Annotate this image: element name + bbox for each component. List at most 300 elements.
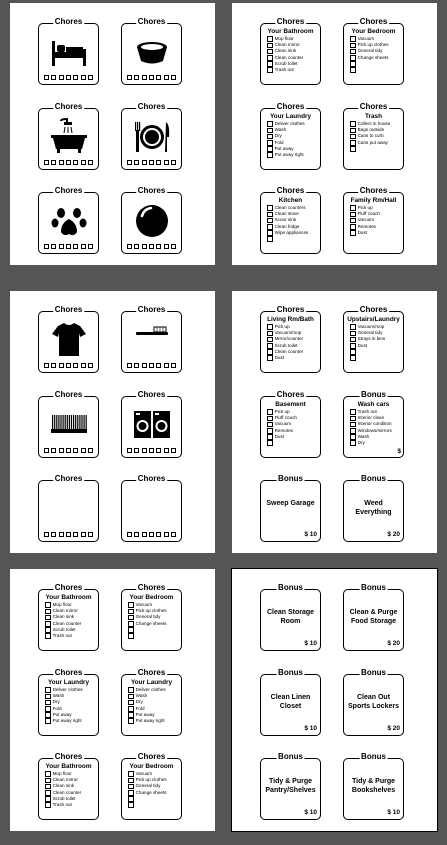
task-item[interactable] bbox=[350, 67, 401, 73]
task-item[interactable]: Clean sink bbox=[267, 48, 318, 54]
task-item[interactable]: Strays in bins bbox=[350, 336, 401, 342]
task-item[interactable]: Interior condition bbox=[350, 421, 401, 427]
day-checkbox[interactable] bbox=[142, 75, 147, 80]
task-item[interactable] bbox=[128, 802, 179, 808]
card-title: Chores bbox=[54, 17, 83, 26]
bonus-price: $ 10 bbox=[304, 531, 317, 538]
task-item[interactable] bbox=[128, 633, 179, 639]
task-item[interactable]: Remotes bbox=[350, 224, 401, 230]
card-subtitle: Your Bathroom bbox=[45, 594, 92, 601]
task-item[interactable]: Change sheets bbox=[128, 621, 179, 627]
task-list bbox=[45, 602, 96, 639]
card-subtitle: Upstairs/Laundry bbox=[347, 316, 400, 323]
day-checkbox[interactable] bbox=[66, 532, 71, 537]
day-checkbox[interactable] bbox=[149, 363, 154, 368]
day-checkbox[interactable] bbox=[59, 160, 64, 165]
bonus-task: Tidy & Purge Bookshelves bbox=[351, 778, 396, 794]
task-item[interactable]: Dust bbox=[267, 355, 318, 361]
task-item[interactable]: General tidy bbox=[350, 330, 401, 336]
day-checkboxes bbox=[44, 160, 93, 165]
plate-utensils-icon bbox=[132, 117, 172, 157]
task-item[interactable]: Trash out bbox=[45, 633, 96, 639]
task-item[interactable]: Remotes bbox=[267, 428, 318, 434]
day-checkbox[interactable] bbox=[156, 75, 161, 80]
task-item[interactable]: Clean counter bbox=[267, 349, 318, 355]
task-item[interactable]: Vacuum bbox=[128, 771, 179, 777]
bonus-task: Clean Storage Room bbox=[266, 609, 315, 625]
card-subtitle: Trash bbox=[364, 113, 383, 120]
day-checkbox[interactable] bbox=[51, 160, 56, 165]
day-checkbox[interactable] bbox=[127, 448, 132, 453]
task-item[interactable]: Scour sink bbox=[267, 217, 318, 223]
card-subtitle: Kitchen bbox=[278, 197, 303, 204]
bonus-price: $ 10 bbox=[304, 809, 317, 816]
day-checkbox[interactable] bbox=[81, 363, 86, 368]
task-item[interactable]: Wash bbox=[267, 127, 318, 133]
task-item[interactable]: Vacuum bbox=[128, 602, 179, 608]
chore-card bbox=[121, 668, 182, 736]
card-title: Chores bbox=[276, 390, 305, 399]
chore-card bbox=[260, 668, 321, 736]
card-title: Bonus bbox=[361, 668, 386, 677]
day-checkbox[interactable] bbox=[171, 532, 176, 537]
day-checkbox[interactable] bbox=[51, 244, 56, 249]
day-checkbox[interactable] bbox=[81, 532, 86, 537]
bonus-task: Sweep Garage bbox=[266, 500, 315, 507]
chore-card bbox=[343, 305, 404, 373]
day-checkbox[interactable] bbox=[44, 75, 49, 80]
pet-bowl-icon bbox=[132, 32, 172, 72]
day-checkbox[interactable] bbox=[66, 363, 71, 368]
card-subtitle: Your Bedroom bbox=[129, 594, 174, 601]
task-item[interactable]: Vacuum bbox=[350, 217, 401, 223]
day-checkbox[interactable] bbox=[73, 448, 78, 453]
task-item[interactable]: Dry bbox=[45, 699, 96, 705]
card-subtitle: Your Bedroom bbox=[351, 28, 396, 35]
chore-card bbox=[260, 102, 321, 170]
task-item[interactable] bbox=[267, 236, 318, 242]
washer-dryer-icon bbox=[132, 405, 172, 445]
task-item[interactable] bbox=[267, 440, 318, 446]
day-checkbox[interactable] bbox=[156, 363, 161, 368]
day-checkbox[interactable] bbox=[127, 160, 132, 165]
task-item[interactable]: General tidy bbox=[128, 614, 179, 620]
task-item[interactable]: Put away bbox=[128, 712, 179, 718]
day-checkbox[interactable] bbox=[59, 363, 64, 368]
task-item[interactable]: Pick up clothes bbox=[128, 777, 179, 783]
day-checkbox[interactable] bbox=[66, 75, 71, 80]
task-list bbox=[350, 36, 401, 73]
day-checkbox[interactable] bbox=[142, 448, 147, 453]
task-item[interactable]: Trash out bbox=[350, 409, 401, 415]
task-item[interactable]: Vacuum bbox=[267, 421, 318, 427]
day-checkbox[interactable] bbox=[171, 363, 176, 368]
task-item[interactable] bbox=[350, 355, 401, 361]
day-checkbox[interactable] bbox=[73, 244, 78, 249]
chore-sheet bbox=[10, 569, 215, 831]
task-item[interactable]: Put away right bbox=[267, 152, 318, 158]
task-item[interactable]: Mop floor bbox=[45, 771, 96, 777]
card-title: Chores bbox=[137, 102, 166, 111]
chore-card bbox=[260, 17, 321, 85]
task-item[interactable]: Fold bbox=[45, 706, 96, 712]
task-item[interactable]: Dry bbox=[350, 440, 401, 446]
day-checkbox[interactable] bbox=[66, 448, 71, 453]
card-subtitle: Your Laundry bbox=[269, 113, 312, 120]
card-title: Bonus bbox=[278, 474, 303, 483]
day-checkbox[interactable] bbox=[73, 532, 78, 537]
task-item[interactable]: Mop floor bbox=[267, 36, 318, 42]
bonus-price: $ 20 bbox=[387, 725, 400, 732]
day-checkbox[interactable] bbox=[156, 532, 161, 537]
bonus-task: Tidy & Purge Pantry/Shelves bbox=[265, 778, 316, 794]
bonus-price: $ 10 bbox=[304, 640, 317, 647]
chore-card bbox=[38, 305, 99, 373]
task-item[interactable]: Cans put away bbox=[350, 140, 401, 146]
card-subtitle: Wash cars bbox=[357, 401, 390, 408]
day-checkboxes bbox=[44, 532, 93, 537]
day-checkbox[interactable] bbox=[88, 363, 93, 368]
day-checkbox[interactable] bbox=[88, 448, 93, 453]
day-checkbox[interactable] bbox=[66, 244, 71, 249]
day-checkbox[interactable] bbox=[44, 532, 49, 537]
day-checkbox[interactable] bbox=[88, 160, 93, 165]
comb-icon bbox=[49, 405, 89, 445]
task-item[interactable]: Wash bbox=[128, 693, 179, 699]
task-item[interactable]: Dust bbox=[350, 230, 401, 236]
card-title: Chores bbox=[276, 305, 305, 314]
bonus-price: $ 10 bbox=[387, 809, 400, 816]
day-checkbox[interactable] bbox=[142, 244, 147, 249]
day-checkbox[interactable] bbox=[134, 244, 139, 249]
day-checkbox[interactable] bbox=[51, 75, 56, 80]
chore-sheet bbox=[10, 3, 215, 265]
card-title: Chores bbox=[276, 186, 305, 195]
card-title: Chores bbox=[54, 668, 83, 677]
task-item[interactable]: Wash bbox=[350, 434, 401, 440]
day-checkbox[interactable] bbox=[164, 160, 169, 165]
card-title: Chores bbox=[137, 668, 166, 677]
card-title: Chores bbox=[359, 17, 388, 26]
task-item[interactable]: Clean mirror bbox=[45, 777, 96, 783]
task-item[interactable]: Clean counter bbox=[45, 790, 96, 796]
task-item[interactable]: Change sheets bbox=[128, 790, 179, 796]
task-item[interactable]: Pick up clothes bbox=[128, 608, 179, 614]
chore-card bbox=[38, 752, 99, 820]
task-list bbox=[267, 36, 318, 73]
task-item[interactable]: Clean mirror bbox=[45, 608, 96, 614]
card-title: Chores bbox=[137, 474, 166, 483]
chore-card bbox=[343, 474, 404, 542]
day-checkbox[interactable] bbox=[73, 160, 78, 165]
chore-card bbox=[260, 305, 321, 373]
card-title: Chores bbox=[137, 752, 166, 761]
card-title: Chores bbox=[137, 186, 166, 195]
card-title: Chores bbox=[54, 474, 83, 483]
task-item[interactable]: Pick up clothes bbox=[350, 42, 401, 48]
task-item[interactable]: Clean counter bbox=[45, 621, 96, 627]
day-checkbox[interactable] bbox=[127, 363, 132, 368]
card-title: Chores bbox=[137, 17, 166, 26]
day-checkbox[interactable] bbox=[51, 448, 56, 453]
task-list bbox=[350, 121, 401, 152]
day-checkbox[interactable] bbox=[81, 75, 86, 80]
task-item[interactable]: Vacuum/mop bbox=[350, 324, 401, 330]
card-title: Chores bbox=[359, 305, 388, 314]
day-checkbox[interactable] bbox=[134, 448, 139, 453]
card-title: Bonus bbox=[361, 752, 386, 761]
day-checkboxes bbox=[44, 244, 93, 249]
task-item[interactable]: Clean fridge bbox=[267, 224, 318, 230]
task-item[interactable]: Pick up bbox=[267, 324, 318, 330]
day-checkbox[interactable] bbox=[81, 448, 86, 453]
task-item[interactable]: Pick up bbox=[267, 409, 318, 415]
task-list bbox=[267, 121, 318, 158]
day-checkbox[interactable] bbox=[134, 532, 139, 537]
day-checkbox[interactable] bbox=[73, 363, 78, 368]
card-subtitle: Basement bbox=[275, 401, 306, 408]
day-checkbox[interactable] bbox=[149, 160, 154, 165]
day-checkbox[interactable] bbox=[44, 160, 49, 165]
chore-card bbox=[121, 583, 182, 651]
task-list bbox=[128, 602, 179, 639]
day-checkbox[interactable] bbox=[149, 244, 154, 249]
day-checkbox[interactable] bbox=[127, 244, 132, 249]
task-list bbox=[267, 324, 318, 361]
task-item[interactable]: Dust bbox=[267, 434, 318, 440]
day-checkbox[interactable] bbox=[59, 75, 64, 80]
task-item[interactable]: Fold bbox=[128, 706, 179, 712]
task-item[interactable]: Scrub toilet bbox=[45, 796, 96, 802]
task-item[interactable]: Scrub toilet bbox=[267, 343, 318, 349]
day-checkbox[interactable] bbox=[51, 532, 56, 537]
chore-card bbox=[260, 186, 321, 254]
day-checkbox[interactable] bbox=[127, 532, 132, 537]
card-title: Chores bbox=[54, 390, 83, 399]
task-item[interactable]: Put away right bbox=[45, 718, 96, 724]
task-item[interactable]: Clean mirror bbox=[267, 42, 318, 48]
task-item[interactable]: Scrub toilet bbox=[45, 627, 96, 633]
task-item[interactable]: Trash out bbox=[45, 802, 96, 808]
chore-card bbox=[343, 102, 404, 170]
chore-card bbox=[38, 186, 99, 254]
task-list bbox=[350, 205, 401, 236]
day-checkboxes bbox=[127, 532, 176, 537]
task-item[interactable]: General tidy bbox=[128, 783, 179, 789]
task-item[interactable]: Vacuum bbox=[350, 36, 401, 42]
day-checkbox[interactable] bbox=[142, 363, 147, 368]
day-checkbox[interactable] bbox=[81, 244, 86, 249]
task-list bbox=[267, 205, 318, 242]
chore-card bbox=[121, 186, 182, 254]
task-item[interactable]: Clean counter bbox=[267, 55, 318, 61]
chore-sheet bbox=[232, 569, 437, 831]
task-item[interactable]: Pick up bbox=[350, 205, 401, 211]
day-checkbox[interactable] bbox=[44, 363, 49, 368]
day-checkbox[interactable] bbox=[149, 532, 154, 537]
task-list bbox=[128, 687, 179, 724]
day-checkbox[interactable] bbox=[134, 75, 139, 80]
task-item[interactable]: Put away bbox=[267, 146, 318, 152]
day-checkbox[interactable] bbox=[127, 75, 132, 80]
day-checkbox[interactable] bbox=[164, 448, 169, 453]
day-checkbox[interactable] bbox=[44, 448, 49, 453]
task-item[interactable]: Wipe appliances bbox=[267, 230, 318, 236]
card-subtitle: Your Bedroom bbox=[129, 763, 174, 770]
card-subtitle: Living Rm/Bath bbox=[267, 316, 314, 323]
task-item[interactable]: Change sheets bbox=[350, 55, 401, 61]
task-item[interactable] bbox=[350, 146, 401, 152]
bathtub-shower-icon bbox=[49, 117, 89, 157]
day-checkbox[interactable] bbox=[59, 532, 64, 537]
task-item[interactable]: Fluff couch bbox=[267, 415, 318, 421]
day-checkbox[interactable] bbox=[149, 448, 154, 453]
card-title: Bonus bbox=[278, 752, 303, 761]
task-item[interactable]: Mirror/counter bbox=[267, 336, 318, 342]
task-item[interactable]: Clean sink bbox=[45, 783, 96, 789]
bonus-task: Clean Out Sports Lockers bbox=[348, 694, 399, 710]
task-item[interactable]: Scrub toilet bbox=[267, 61, 318, 67]
day-checkbox[interactable] bbox=[142, 532, 147, 537]
day-checkbox[interactable] bbox=[88, 75, 93, 80]
task-item[interactable]: Wash bbox=[45, 693, 96, 699]
bonus-price: $ bbox=[397, 448, 401, 455]
day-checkbox[interactable] bbox=[134, 363, 139, 368]
day-checkbox[interactable] bbox=[66, 160, 71, 165]
task-item[interactable]: Bags outside bbox=[350, 127, 401, 133]
day-checkbox[interactable] bbox=[134, 160, 139, 165]
task-item[interactable]: Put away right bbox=[128, 718, 179, 724]
day-checkbox[interactable] bbox=[156, 448, 161, 453]
task-item[interactable]: Clean counters bbox=[267, 205, 318, 211]
card-title: Chores bbox=[137, 583, 166, 592]
task-item[interactable]: Fold bbox=[267, 140, 318, 146]
task-item[interactable]: Collect in house bbox=[350, 121, 401, 127]
shirt-icon bbox=[49, 320, 89, 360]
day-checkbox[interactable] bbox=[59, 448, 64, 453]
day-checkbox[interactable] bbox=[44, 244, 49, 249]
day-checkbox[interactable] bbox=[88, 244, 93, 249]
card-title: Chores bbox=[54, 752, 83, 761]
day-checkboxes bbox=[44, 363, 93, 368]
chore-card bbox=[38, 583, 99, 651]
day-checkbox[interactable] bbox=[164, 363, 169, 368]
day-checkbox[interactable] bbox=[156, 160, 161, 165]
day-checkbox[interactable] bbox=[164, 244, 169, 249]
day-checkbox[interactable] bbox=[171, 244, 176, 249]
chore-card bbox=[121, 474, 182, 542]
card-title: Chores bbox=[54, 305, 83, 314]
card-title: Bonus bbox=[361, 583, 386, 592]
bonus-price: $ 20 bbox=[387, 531, 400, 538]
day-checkbox[interactable] bbox=[164, 75, 169, 80]
task-item[interactable]: Vacuum/mop bbox=[267, 330, 318, 336]
card-title: Bonus bbox=[361, 390, 386, 399]
chore-card bbox=[38, 668, 99, 736]
chore-card bbox=[343, 186, 404, 254]
day-checkbox[interactable] bbox=[164, 532, 169, 537]
chore-card bbox=[38, 102, 99, 170]
task-item[interactable]: Put away bbox=[45, 712, 96, 718]
day-checkbox[interactable] bbox=[171, 75, 176, 80]
toothbrush-icon bbox=[132, 320, 172, 360]
chore-card bbox=[343, 390, 404, 458]
task-item[interactable]: Deliver clothes bbox=[128, 687, 179, 693]
task-item[interactable]: Clean stove bbox=[267, 211, 318, 217]
task-item[interactable]: Mop floor bbox=[45, 602, 96, 608]
chore-card bbox=[343, 17, 404, 85]
day-checkbox[interactable] bbox=[73, 75, 78, 80]
task-item[interactable]: Clean sink bbox=[45, 614, 96, 620]
day-checkbox[interactable] bbox=[171, 448, 176, 453]
card-title: Chores bbox=[137, 390, 166, 399]
day-checkbox[interactable] bbox=[142, 160, 147, 165]
card-title: Bonus bbox=[278, 668, 303, 677]
chore-card bbox=[343, 752, 404, 820]
day-checkboxes bbox=[127, 363, 176, 368]
day-checkbox[interactable] bbox=[171, 160, 176, 165]
paw-print-icon bbox=[49, 201, 89, 241]
task-item[interactable]: Fluff couch bbox=[350, 211, 401, 217]
card-subtitle: Family Rm/Hall bbox=[350, 197, 397, 204]
card-title: Chores bbox=[137, 305, 166, 314]
card-subtitle: Your Laundry bbox=[47, 679, 90, 686]
chore-card bbox=[260, 752, 321, 820]
card-title: Chores bbox=[54, 583, 83, 592]
card-title: Chores bbox=[54, 102, 83, 111]
card-subtitle: Your Bathroom bbox=[45, 763, 92, 770]
card-title: Chores bbox=[359, 186, 388, 195]
bonus-price: $ 10 bbox=[304, 725, 317, 732]
day-checkboxes bbox=[44, 448, 93, 453]
day-checkboxes bbox=[44, 75, 93, 80]
task-item[interactable]: Interior clean bbox=[350, 415, 401, 421]
task-item[interactable]: General tidy bbox=[350, 48, 401, 54]
chore-card bbox=[121, 752, 182, 820]
task-item[interactable]: Trash out bbox=[267, 67, 318, 73]
day-checkbox[interactable] bbox=[156, 244, 161, 249]
task-item[interactable]: Dust bbox=[350, 343, 401, 349]
bed-icon bbox=[49, 32, 89, 72]
chore-card bbox=[121, 305, 182, 373]
bonus-task: Weed Everything bbox=[355, 500, 392, 516]
day-checkbox[interactable] bbox=[59, 244, 64, 249]
task-list bbox=[45, 771, 96, 808]
card-title: Chores bbox=[54, 186, 83, 195]
day-checkbox[interactable] bbox=[81, 160, 86, 165]
task-list bbox=[128, 771, 179, 808]
day-checkbox[interactable] bbox=[51, 363, 56, 368]
day-checkbox[interactable] bbox=[88, 532, 93, 537]
task-list bbox=[267, 409, 318, 446]
chore-sheet bbox=[10, 291, 215, 553]
task-item[interactable]: Deliver clothes bbox=[267, 121, 318, 127]
chore-card bbox=[260, 583, 321, 651]
task-item[interactable]: Dry bbox=[267, 133, 318, 139]
day-checkboxes bbox=[127, 244, 176, 249]
chore-sheet bbox=[232, 3, 437, 265]
task-item[interactable]: Windows/mirrors bbox=[350, 428, 401, 434]
chore-card bbox=[121, 390, 182, 458]
task-item[interactable]: Cans to curb bbox=[350, 133, 401, 139]
day-checkbox[interactable] bbox=[149, 75, 154, 80]
chore-sheet bbox=[232, 291, 437, 553]
task-item[interactable]: Deliver clothes bbox=[45, 687, 96, 693]
task-item[interactable]: Dry bbox=[128, 699, 179, 705]
task-list bbox=[45, 687, 96, 724]
card-subtitle: Your Laundry bbox=[130, 679, 173, 686]
card-title: Chores bbox=[276, 102, 305, 111]
